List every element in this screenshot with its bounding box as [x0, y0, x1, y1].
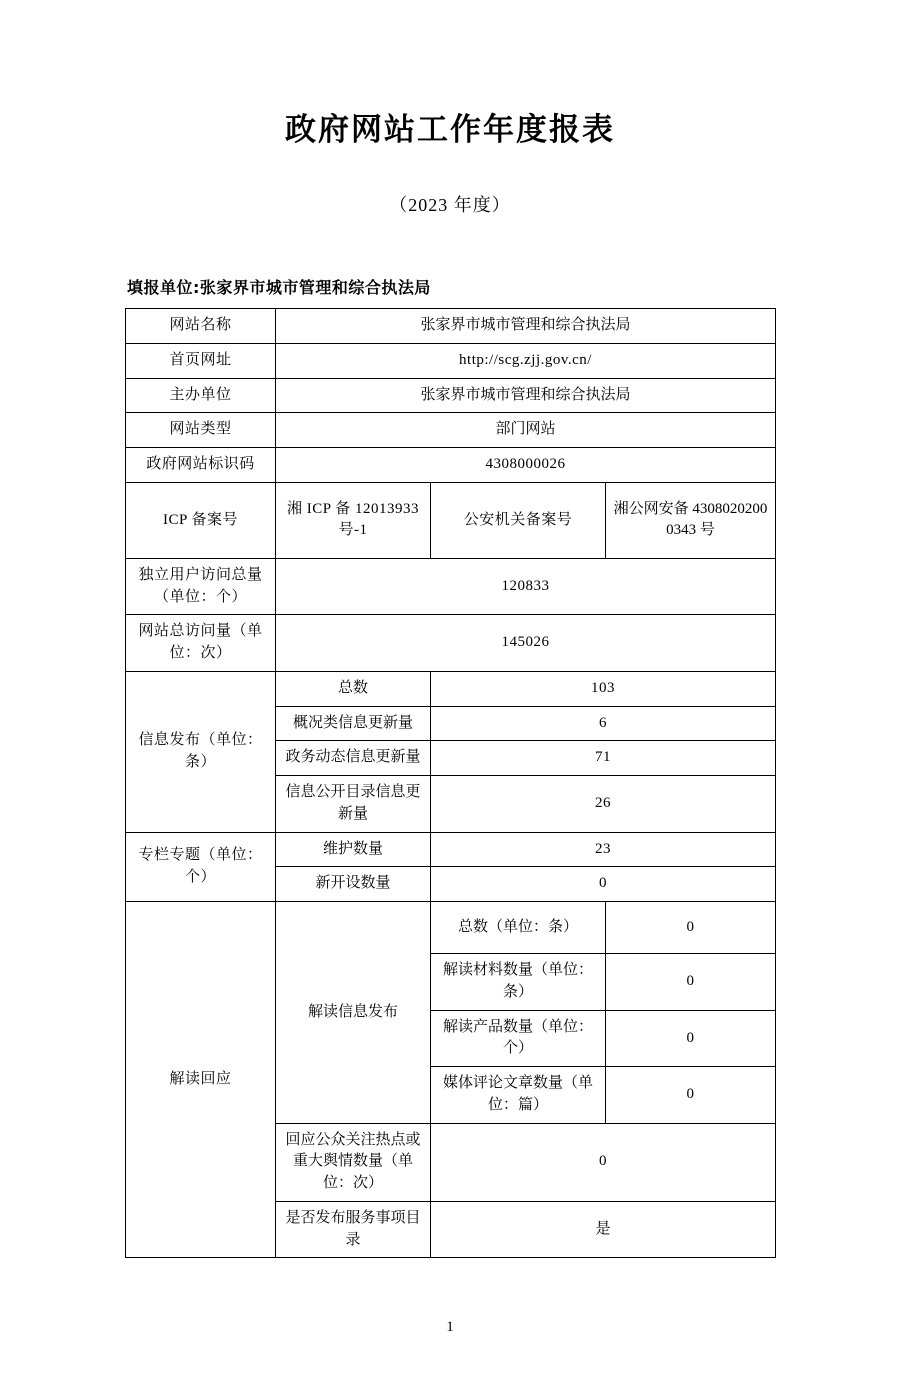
info-release-item-value: 71	[431, 741, 776, 776]
table-row	[126, 615, 776, 672]
info-release-item-name: 信息公开目录信息更新量	[276, 776, 431, 833]
table-row	[126, 902, 776, 954]
site-type-value: 部门网站	[276, 413, 776, 448]
table-row	[126, 558, 776, 615]
info-release-item-name: 政务动态信息更新量	[276, 741, 431, 776]
interpretation-item-value: 0	[606, 954, 776, 1011]
interpretation-label: 解读回应	[126, 902, 276, 1258]
interpretation-item-value: 0	[606, 1067, 776, 1124]
unique-visitors-label: 独立用户访问总量（单位：个）	[126, 558, 276, 615]
info-release-item-value: 6	[431, 706, 776, 741]
interpretation-release-label: 解读信息发布	[276, 902, 431, 1124]
sponsor-label: 主办单位	[126, 378, 276, 413]
interpretation-item-name: 解读产品数量（单位：个）	[431, 1010, 606, 1067]
table-row	[126, 448, 776, 483]
info-release-item-name: 概况类信息更新量	[276, 706, 431, 741]
info-release-label: 信息发布（单位：条）	[126, 671, 276, 832]
annual-report-table	[125, 308, 776, 1258]
column-topic-label: 专栏专题（单位：个）	[126, 832, 276, 902]
table-row	[126, 413, 776, 448]
table-row	[126, 482, 776, 558]
column-topic-item-name: 新开设数量	[276, 867, 431, 902]
column-topic-item-value: 23	[431, 832, 776, 867]
interpretation-item-name: 媒体评论文章数量（单位：篇）	[431, 1067, 606, 1124]
site-name-value: 张家界市城市管理和综合执法局	[276, 309, 776, 344]
column-topic-item-name: 维护数量	[276, 832, 431, 867]
interpretation-item-name: 解读材料数量（单位：条）	[431, 954, 606, 1011]
info-release-item-value: 26	[431, 776, 776, 833]
interpretation-item-name: 总数（单位：条）	[431, 902, 606, 954]
page-title: 政府网站工作年度报表	[285, 112, 615, 148]
table-row	[126, 343, 776, 378]
table-row	[126, 378, 776, 413]
table-row	[126, 671, 776, 706]
table-row	[126, 832, 776, 867]
homepage-value: http://scg.zjj.gov.cn/	[276, 343, 776, 378]
total-visits-value: 145026	[276, 615, 776, 672]
total-visits-label: 网站总访问量（单位：次）	[126, 615, 276, 672]
interpretation-item-value: 0	[606, 902, 776, 954]
site-type-label: 网站类型	[126, 413, 276, 448]
service-catalog-value: 是	[431, 1201, 776, 1258]
page-subtitle: （2023 年度）	[389, 195, 511, 216]
sponsor-value: 张家界市城市管理和综合执法局	[276, 378, 776, 413]
service-catalog-label: 是否发布服务事项目录	[276, 1201, 431, 1258]
info-release-item-value: 103	[431, 671, 776, 706]
site-code-value: 4308000026	[276, 448, 776, 483]
police-record-label: 公安机关备案号	[431, 482, 606, 558]
hotspot-label: 回应公众关注热点或重大舆情数量（单位：次）	[276, 1123, 431, 1201]
document-page	[0, 112, 900, 1384]
interpretation-item-value: 0	[606, 1010, 776, 1067]
icp-value: 湘 ICP 备 12013933 号-1	[276, 482, 431, 558]
page-number: 1	[446, 1319, 454, 1335]
homepage-label: 首页网址	[126, 343, 276, 378]
site-code-label: 政府网站标识码	[126, 448, 276, 483]
column-topic-item-value: 0	[431, 867, 776, 902]
reporting-unit-label: 填报单位:张家界市城市管理和综合执法局	[127, 278, 431, 298]
icp-label: ICP 备案号	[126, 482, 276, 558]
info-release-item-name: 总数	[276, 671, 431, 706]
hotspot-value: 0	[431, 1123, 776, 1201]
table-row	[126, 309, 776, 344]
site-name-label: 网站名称	[126, 309, 276, 344]
unique-visitors-value: 120833	[276, 558, 776, 615]
police-record-value: 湘公网安备 43080202000343 号	[606, 482, 776, 558]
